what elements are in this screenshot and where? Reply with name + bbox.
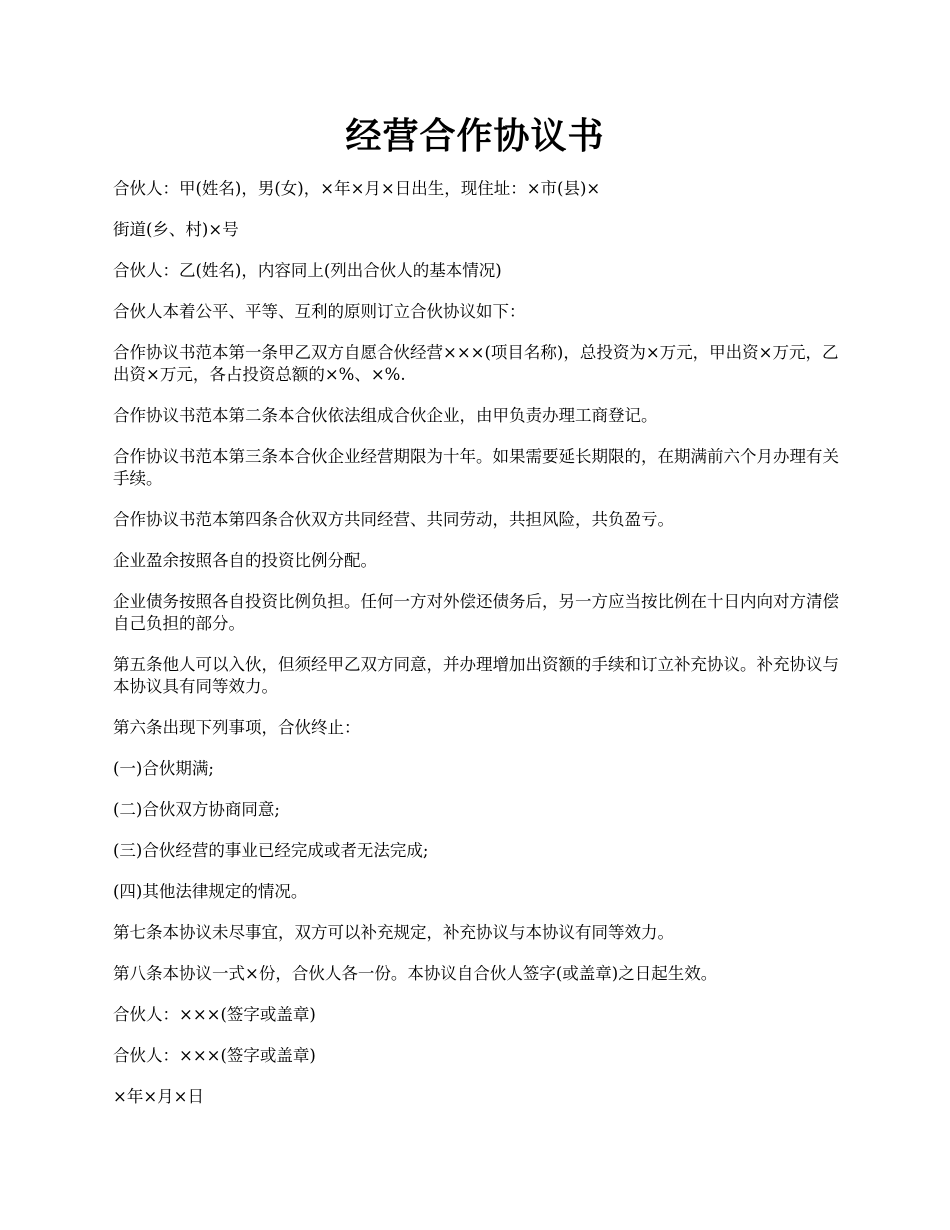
partner-a-info-line2: 街道(乡、村)×号: [113, 220, 239, 239]
signature-date: ×年×月×日: [113, 1087, 204, 1106]
article-5: 第五条他人可以入伙，但须经甲乙双方同意，并办理增加出资额的手续和订立补充协议。补充协议与本协议具有同等效力。: [113, 655, 839, 696]
article-4: 合作协议书范本第四条合伙双方共同经营、共同劳动，共担风险，共负盈亏。: [113, 510, 674, 529]
document-body: [113, 178, 843, 1127]
termination-item-2: (二)合伙双方协商同意;: [113, 800, 280, 819]
article-7: 第七条本协议未尽事宜，双方可以补充规定，补充协议与本协议有同等效力。: [113, 923, 674, 942]
partner-a-info-line1: 合伙人：甲(姓名)，男(女)，×年×月×日出生，现住址：×市(县)×: [113, 179, 601, 198]
article-6: 第六条出现下列事项，合伙终止：: [113, 718, 361, 737]
preamble: 合伙人本着公平、平等、互利的原则订立合伙协议如下：: [113, 302, 526, 321]
document-title: 经营合作协议书: [345, 115, 605, 157]
partner-b-info: 合伙人：乙(姓名)，内容同上(列出合伙人的基本情况): [113, 261, 502, 280]
termination-item-1: (一)合伙期满;: [113, 759, 214, 778]
article-2: 合作协议书范本第二条本合伙依法组成合伙企业，由甲负责办理工商登记。: [113, 406, 658, 425]
signature-partner-2: 合伙人：×××(签字或盖章): [113, 1046, 316, 1065]
profit-distribution: 企业盈余按照各自的投资比例分配。: [113, 551, 377, 570]
article-3: 合作协议书范本第三条本合伙企业经营期限为十年。如果需要延长期限的，在期满前六个月办理有关手续。: [113, 447, 839, 488]
debt-sharing: 企业债务按照各自投资比例负担。任何一方对外偿还债务后，另一方应当按比例在十日内向对方清偿自己负担的部分。: [113, 592, 839, 633]
signature-partner-1: 合伙人：×××(签字或盖章): [113, 1005, 316, 1024]
article-8: 第八条本协议一式×份，合伙人各一份。本协议自合伙人签字(或盖章)之日起生效。: [113, 964, 718, 983]
article-1: 合作协议书范本第一条甲乙双方自愿合伙经营×××(项目名称)，总投资为×万元，甲出资×万元，乙出资×万元，各占投资总额的×%、×%.: [113, 343, 839, 384]
termination-item-3: (三)合伙经营的事业已经完成或者无法完成;: [113, 841, 429, 860]
termination-item-4: (四)其他法律规定的情况。: [113, 882, 308, 901]
